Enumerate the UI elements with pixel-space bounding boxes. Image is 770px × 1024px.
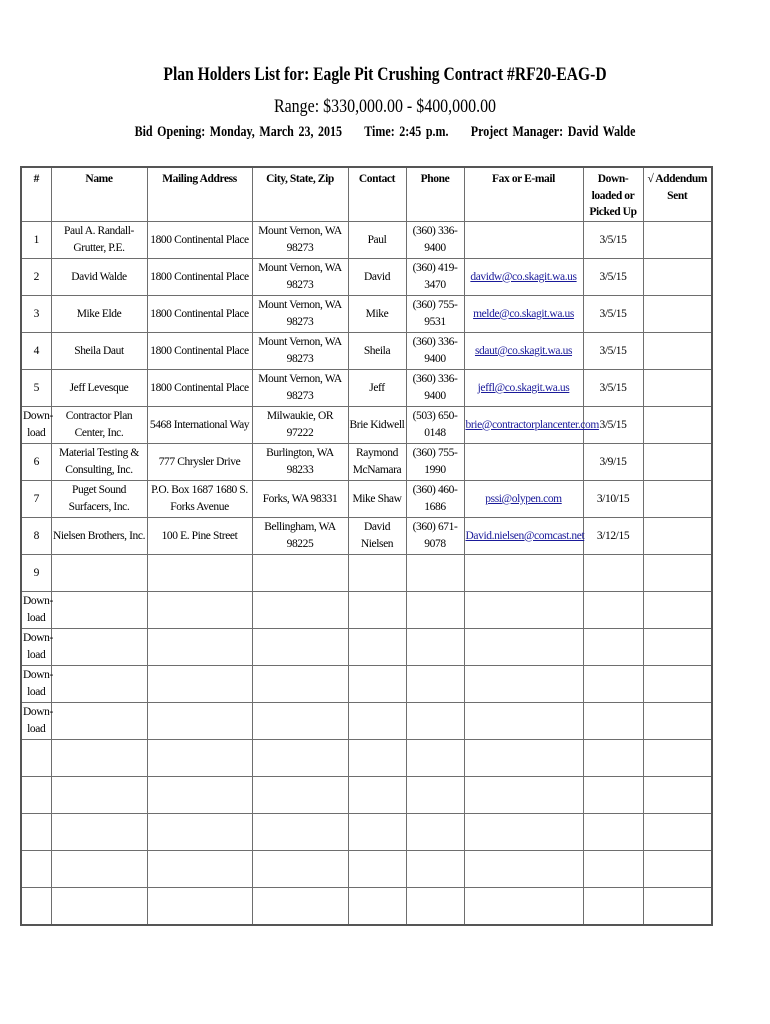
table-row — [21, 666, 712, 703]
cell-phone — [406, 592, 464, 629]
cell-email — [464, 777, 583, 814]
col-header-downloaded: Down-loaded or Picked Up — [583, 167, 643, 222]
email-link[interactable]: melde@co.skagit.wa.us — [473, 307, 574, 320]
cell-contact — [348, 814, 406, 851]
cell-email — [464, 666, 583, 703]
cell-addendum-sent — [643, 851, 712, 888]
cell-phone — [406, 777, 464, 814]
cell-downloaded-date: 3/5/15 — [583, 222, 643, 259]
table-row — [21, 777, 712, 814]
row-number: 9 — [21, 555, 51, 592]
cell-contact — [348, 703, 406, 740]
cell-addendum-sent — [643, 259, 712, 296]
cell-city-state-zip — [252, 777, 348, 814]
cell-downloaded-date — [583, 592, 643, 629]
cell-phone — [406, 851, 464, 888]
cell-email — [464, 407, 599, 444]
cell-contact — [348, 629, 406, 666]
row-number: Down-load — [21, 703, 51, 740]
cell-name — [51, 592, 147, 629]
cell-mailing-address — [147, 740, 252, 777]
cell-contact — [348, 851, 406, 888]
email-link[interactable]: brie@contractorplancenter.com — [465, 418, 599, 431]
cell-contact — [348, 592, 406, 629]
cell-addendum-sent — [643, 518, 712, 555]
col-header-contact: Contact — [348, 167, 406, 222]
cell-mailing-address — [147, 592, 252, 629]
cell-name: David Walde — [51, 259, 147, 296]
col-header-name: Name — [51, 167, 147, 222]
row-number — [21, 814, 51, 851]
cell-downloaded-date — [583, 555, 643, 592]
cell-mailing-address — [147, 629, 252, 666]
row-number: Down-load — [21, 666, 51, 703]
email-link[interactable]: pssi@olypen.com — [485, 492, 562, 505]
cell-addendum-sent — [643, 333, 712, 370]
cell-addendum-sent — [643, 370, 712, 407]
cell-contact: Jeff — [348, 370, 406, 407]
cell-phone — [406, 666, 464, 703]
cell-downloaded-date: 3/5/15 — [583, 296, 643, 333]
cell-addendum-sent — [643, 592, 712, 629]
cell-name — [51, 740, 147, 777]
cell-name — [51, 555, 147, 592]
table-row — [21, 555, 712, 592]
cell-downloaded-date — [583, 740, 643, 777]
row-number: Down-load — [21, 629, 51, 666]
cell-addendum-sent — [643, 703, 712, 740]
cell-phone — [406, 555, 464, 592]
table-row — [21, 518, 712, 555]
cell-mailing-address: 100 E. Pine Street — [147, 518, 252, 555]
cell-name: Mike Elde — [51, 296, 147, 333]
cell-city-state-zip — [252, 592, 348, 629]
cell-city-state-zip — [252, 555, 348, 592]
row-number: 3 — [21, 296, 51, 333]
cell-addendum-sent — [643, 407, 712, 444]
cell-contact: Paul — [348, 222, 406, 259]
table-row — [21, 888, 712, 925]
row-number: 1 — [21, 222, 51, 259]
cell-addendum-sent — [643, 555, 712, 592]
cell-contact: David Nielsen — [348, 518, 406, 555]
cell-phone — [406, 814, 464, 851]
table-row — [21, 481, 712, 518]
cell-contact — [348, 888, 406, 925]
cell-city-state-zip: Milwaukie, OR 97222 — [252, 407, 348, 444]
cell-mailing-address — [147, 666, 252, 703]
cell-phone: (360) 460-1686 — [406, 481, 464, 518]
cell-mailing-address — [147, 777, 252, 814]
cell-phone: (360) 755-1990 — [406, 444, 464, 481]
cell-downloaded-date: 3/12/15 — [583, 518, 643, 555]
col-header-phone: Phone — [406, 167, 464, 222]
cell-email — [464, 592, 583, 629]
cell-name: Nielsen Brothers, Inc. — [51, 518, 147, 555]
row-number: 2 — [21, 259, 51, 296]
cell-phone: (360) 671-9078 — [406, 518, 464, 555]
col-header-addendum: √ Addendum Sent — [643, 167, 712, 222]
cell-mailing-address — [147, 814, 252, 851]
cell-name — [51, 666, 147, 703]
cell-city-state-zip: Forks, WA 98331 — [252, 481, 348, 518]
cell-contact — [348, 666, 406, 703]
cell-addendum-sent — [643, 481, 712, 518]
cell-downloaded-date: 3/10/15 — [583, 481, 643, 518]
cell-name — [51, 851, 147, 888]
cell-phone: (360) 336-9400 — [406, 333, 464, 370]
cell-addendum-sent — [643, 888, 712, 925]
cell-phone — [406, 703, 464, 740]
cell-email — [464, 851, 583, 888]
table-row — [21, 592, 712, 629]
row-number: 8 — [21, 518, 51, 555]
table-row — [21, 407, 712, 444]
email-link[interactable]: jeffl@co.skagit.wa.us — [477, 381, 570, 394]
table-row — [21, 703, 712, 740]
cell-city-state-zip — [252, 703, 348, 740]
cell-email — [464, 703, 583, 740]
cell-downloaded-date: 3/5/15 — [583, 370, 643, 407]
cell-name: Material Testing & Consulting, Inc. — [51, 444, 147, 481]
cell-name: Sheila Daut — [51, 333, 147, 370]
table-row — [21, 333, 712, 370]
cell-city-state-zip: Burlington, WA 98233 — [252, 444, 348, 481]
cell-name: Jeff Levesque — [51, 370, 147, 407]
cell-phone — [406, 629, 464, 666]
row-number: 4 — [21, 333, 51, 370]
table-row — [21, 814, 712, 851]
email-link[interactable]: davidw@co.skagit.wa.us — [470, 270, 577, 283]
cell-downloaded-date — [583, 851, 643, 888]
bid-info-line — [77, 124, 693, 141]
cell-addendum-sent — [643, 740, 712, 777]
cell-mailing-address: 1800 Continental Place — [147, 222, 252, 259]
cell-city-state-zip — [252, 666, 348, 703]
cell-city-state-zip: Mount Vernon, WA 98273 — [252, 370, 348, 407]
col-header-city: City, State, Zip — [252, 167, 348, 222]
cell-phone: (503) 650-0148 — [406, 407, 464, 444]
cell-city-state-zip: Mount Vernon, WA 98273 — [252, 259, 348, 296]
cell-city-state-zip: Mount Vernon, WA 98273 — [252, 333, 348, 370]
table-row — [21, 370, 712, 407]
cell-downloaded-date: 3/9/15 — [583, 444, 643, 481]
col-header-address: Mailing Address — [147, 167, 252, 222]
plan-holders-table — [20, 166, 713, 926]
cell-contact — [348, 777, 406, 814]
header-row — [21, 167, 712, 222]
col-header-email: Fax or E-mail — [464, 167, 583, 222]
table-row — [21, 444, 712, 481]
cell-name — [51, 888, 147, 925]
table-row — [21, 296, 712, 333]
cell-contact: Mike Shaw — [348, 481, 406, 518]
cell-city-state-zip: Bellingham, WA 98225 — [252, 518, 348, 555]
cell-city-state-zip: Mount Vernon, WA 98273 — [252, 296, 348, 333]
cell-addendum-sent — [643, 222, 712, 259]
cell-contact: Raymond McNamara — [348, 444, 406, 481]
cell-phone: (360) 336-9400 — [406, 222, 464, 259]
cell-email — [464, 629, 583, 666]
cell-email — [464, 740, 583, 777]
cell-name: Puget Sound Surfacers, Inc. — [51, 481, 147, 518]
cell-mailing-address — [147, 851, 252, 888]
col-header-number: # — [21, 167, 51, 222]
cell-email — [464, 518, 583, 555]
cell-downloaded-date — [583, 814, 643, 851]
cell-name — [51, 777, 147, 814]
cell-addendum-sent — [643, 629, 712, 666]
cell-city-state-zip — [252, 629, 348, 666]
cell-contact: Sheila — [348, 333, 406, 370]
cell-contact — [348, 555, 406, 592]
cell-downloaded-date: 3/5/15 — [583, 259, 643, 296]
cell-downloaded-date — [583, 666, 643, 703]
cell-downloaded-date — [583, 888, 643, 925]
row-number — [21, 740, 51, 777]
cell-addendum-sent — [643, 444, 712, 481]
cell-city-state-zip — [252, 740, 348, 777]
cell-phone — [406, 740, 464, 777]
page-title: Plan Holders List for: Eagle Pit Crushing Contract #RF20-EAG-D — [163, 64, 607, 85]
cell-mailing-address: 1800 Continental Place — [147, 259, 252, 296]
cell-contact: Brie Kidwell — [348, 407, 406, 444]
cell-phone: (360) 419-3470 — [406, 259, 464, 296]
row-number — [21, 777, 51, 814]
cell-email — [464, 370, 583, 407]
email-link[interactable]: sdaut@co.skagit.wa.us — [474, 344, 573, 357]
row-number — [21, 851, 51, 888]
cell-name — [51, 703, 147, 740]
cell-downloaded-date: 3/5/15 — [583, 333, 643, 370]
row-number: Down-load — [21, 592, 51, 629]
cell-mailing-address: 5468 International Way — [147, 407, 252, 444]
row-number — [21, 888, 51, 925]
row-number: Down-load — [21, 407, 51, 444]
cell-city-state-zip: Mount Vernon, WA 98273 — [252, 222, 348, 259]
cell-city-state-zip — [252, 888, 348, 925]
cell-phone — [406, 888, 464, 925]
cell-addendum-sent — [643, 814, 712, 851]
cell-email — [464, 814, 583, 851]
table-row — [21, 851, 712, 888]
cell-contact — [348, 740, 406, 777]
cell-mailing-address: P.O. Box 1687 1680 S. Forks Avenue — [147, 481, 252, 518]
table-row — [21, 629, 712, 666]
cell-email — [464, 259, 583, 296]
table-row — [21, 222, 712, 259]
cell-name — [51, 629, 147, 666]
cell-mailing-address: 1800 Continental Place — [147, 296, 252, 333]
cell-email — [464, 555, 583, 592]
project-manager: Project Manager: David Walde — [470, 124, 636, 140]
cell-downloaded-date — [583, 703, 643, 740]
cell-mailing-address: 1800 Continental Place — [147, 370, 252, 407]
cell-email — [464, 296, 583, 333]
email-link[interactable]: David.nielsen@comcast.net — [465, 529, 585, 542]
cell-phone: (360) 755-9531 — [406, 296, 464, 333]
cell-mailing-address: 1800 Continental Place — [147, 333, 252, 370]
cell-city-state-zip — [252, 851, 348, 888]
cell-name: Contractor Plan Center, Inc. — [51, 407, 147, 444]
cell-email — [464, 444, 583, 481]
cell-contact: Mike — [348, 296, 406, 333]
cell-email — [464, 222, 583, 259]
cell-phone: (360) 336-9400 — [406, 370, 464, 407]
bid-time: Time: 2:45 p.m. — [364, 124, 449, 140]
row-number: 7 — [21, 481, 51, 518]
cell-downloaded-date — [583, 629, 643, 666]
cell-email — [464, 333, 583, 370]
cell-mailing-address: 777 Chrysler Drive — [147, 444, 252, 481]
cell-addendum-sent — [643, 777, 712, 814]
cell-downloaded-date — [583, 777, 643, 814]
cell-mailing-address — [147, 888, 252, 925]
cell-addendum-sent — [643, 296, 712, 333]
cell-email — [464, 888, 583, 925]
cell-mailing-address — [147, 703, 252, 740]
row-number: 5 — [21, 370, 51, 407]
table-row — [21, 259, 712, 296]
cell-downloaded-date: 3/5/15 — [583, 407, 643, 444]
cell-city-state-zip — [252, 814, 348, 851]
bid-opening: Bid Opening: Monday, March 23, 2015 — [134, 124, 343, 140]
row-number: 6 — [21, 444, 51, 481]
cell-name — [51, 814, 147, 851]
cell-name: Paul A. Randall-Grutter, P.E. — [51, 222, 147, 259]
cell-contact: David — [348, 259, 406, 296]
table-row — [21, 740, 712, 777]
cell-email — [464, 481, 583, 518]
cell-addendum-sent — [643, 666, 712, 703]
cell-mailing-address — [147, 555, 252, 592]
price-range: Range: $330,000.00 - $400,000.00 — [273, 96, 497, 117]
